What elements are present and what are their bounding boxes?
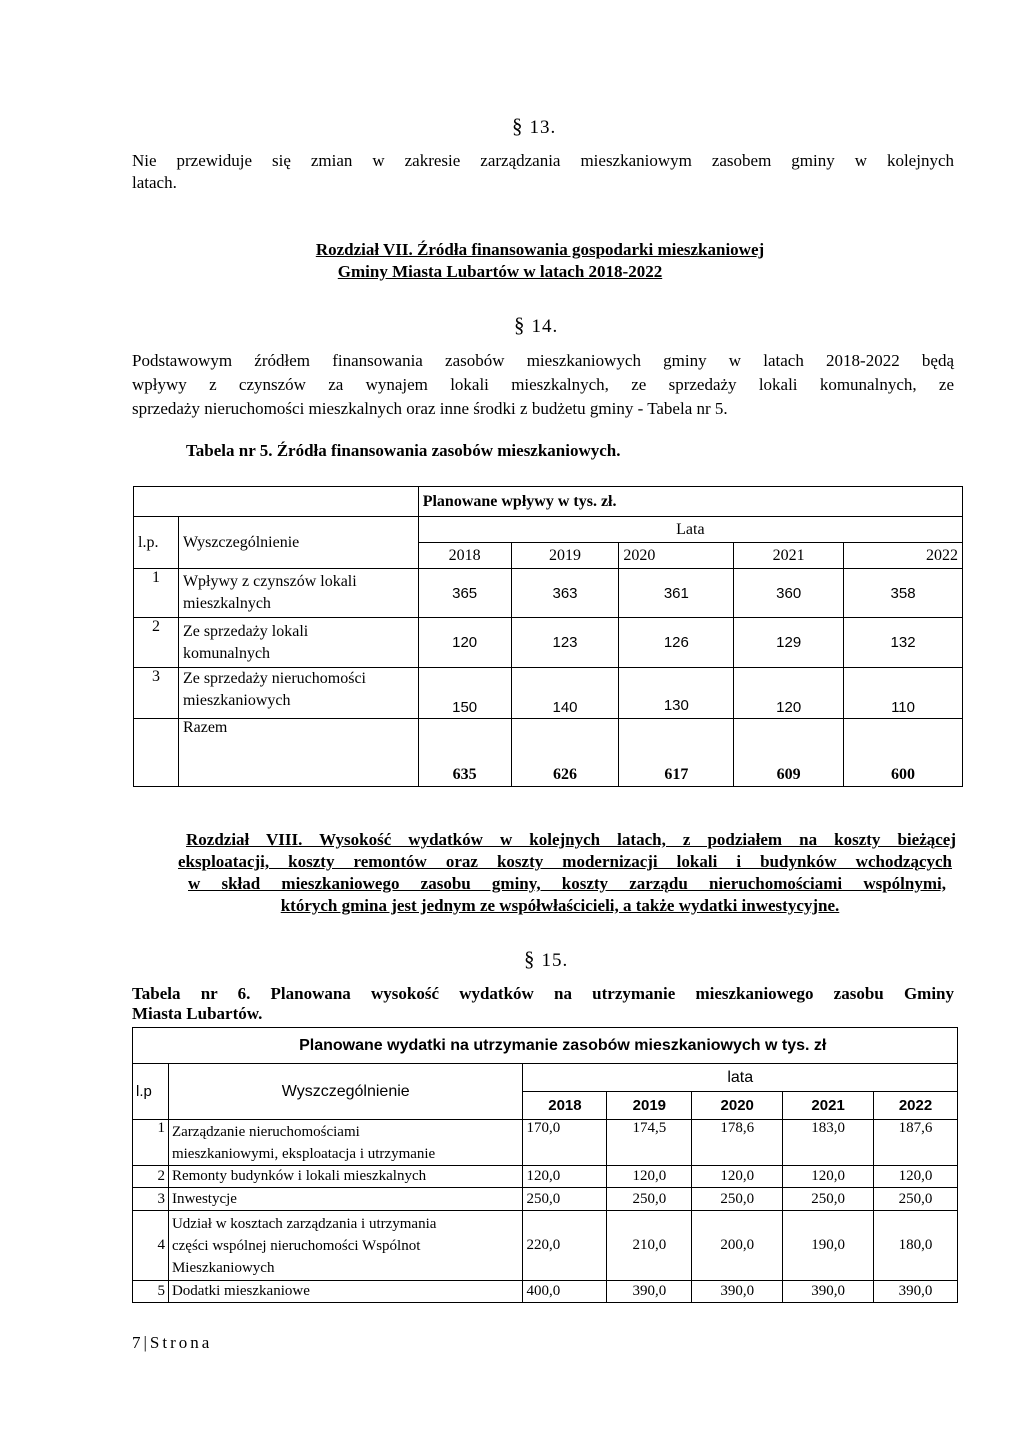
table-6-year: 2021	[783, 1092, 874, 1120]
chapter-8-title-line2: eksploatacji, koszty remontów oraz koszty modernizacji lokali i budynków wchodzących	[178, 852, 952, 871]
table-6-header-row	[133, 1028, 958, 1064]
section-sign: §	[514, 313, 526, 337]
table-row: 2 Remonty budynków i lokali mieszkalnych 120,0 120,0 120,0 120,0 120,0	[133, 1166, 958, 1188]
table-6-year: 2022	[874, 1092, 958, 1120]
table-5-total-label: Razem	[178, 719, 418, 787]
section-13-heading	[512, 114, 556, 139]
table-5-header-row	[134, 487, 963, 517]
table-6-desc-header: Wyszczególnienie	[168, 1064, 523, 1120]
table-6-caption-line2: Miasta Lubartów.	[132, 1004, 263, 1023]
section-14-text-line2: wpływy z czynszów za wynajem lokali mieszkalnych, ze sprzedaży lokali komunalnych, ze	[132, 375, 954, 394]
section-number: 15.	[541, 950, 569, 971]
table-row: 3 Inwestycje 250,0 250,0 250,0 250,0 250,0	[133, 1188, 958, 1211]
section-14-heading	[514, 313, 558, 338]
section-13-text-line1: Nie przewiduje się zmian w zakresie zarządzania mieszkaniowym zasobem gminy w kolejnych	[132, 151, 954, 170]
page-number: 7	[132, 1333, 144, 1352]
table-5-desc-header: Wyszczególnienie	[178, 517, 418, 569]
table-row: 3 Ze sprzedaży nieruchomości mieszkaniowych 150 140 130 120 110	[134, 668, 963, 719]
table-row: 2 Ze sprzedaży lokali komunalnych 120 123 126 129 132	[134, 618, 963, 668]
table-6-years-label: lata	[523, 1064, 958, 1092]
footer-separator: |	[143, 1333, 150, 1352]
table-6-lp-header: l.p	[133, 1064, 169, 1120]
table-5-year: 2022	[844, 543, 963, 569]
section-14-text-line1: Podstawowym źródłem finansowania zasobów mieszkaniowych gminy w latach 2018-2022 będą	[132, 351, 954, 370]
table-5-total-row: Razem 635 626 617 609 600	[134, 719, 963, 787]
table-5-years-label: Lata	[418, 517, 962, 543]
section-sign: §	[512, 114, 524, 138]
chapter-7-title-line2: Gminy Miasta Lubartów w latach 2018-2022	[337, 262, 663, 281]
footer-label: Strona	[149, 1333, 213, 1352]
table-6	[132, 1027, 958, 1303]
section-15-heading	[524, 947, 568, 972]
table-5-year: 2020	[619, 543, 734, 569]
table-6-year: 2020	[692, 1092, 783, 1120]
chapter-8-title-line3: w skład mieszkaniowego zasobu gminy, koszty zarządu nieruchomościami wspólnymi,	[188, 874, 946, 893]
chapter-8-title-line4: których gmina jest jednym ze współwłaścicieli, a także wydatki inwestycyjne.	[280, 896, 840, 915]
section-13-text-line2: latach.	[132, 173, 177, 192]
table-5-lp-header: l.p.	[134, 517, 179, 569]
table-5	[133, 486, 963, 787]
chapter-7-title-line1: Rozdział VII. Źródła finansowania gospodarki mieszkaniowej	[315, 240, 765, 259]
chapter-8-title-line1: Rozdział VIII. Wysokość wydatków w kolejnych latach, z podziałem na koszty bieżącej	[186, 830, 956, 849]
table-5-caption: Tabela nr 5. Źródła finansowania zasobów mieszkaniowych.	[186, 441, 621, 460]
table-5-year: 2018	[418, 543, 511, 569]
table-row: 1 Zarządzanie nieruchomościami mieszkaniowymi, eksploatacja i utrzymanie 170,0 174,5 178,6 183,0 187,6	[133, 1120, 958, 1166]
section-number: 14.	[531, 316, 559, 337]
section-number: 13.	[529, 117, 557, 138]
table-row: 4 Udział w kosztach zarządzania i utrzymania części wspólnej nieruchomości Wspólnot Mieszkaniowych 220,0 210,0 200,0 190,0 180,0	[133, 1211, 958, 1281]
table-6-main-header: Planowane wydatki na utrzymanie zasobów mieszkaniowych w tys. zł	[168, 1028, 957, 1064]
table-5-year: 2021	[734, 543, 844, 569]
table-row: 5 Dodatki mieszkaniowe 400,0 390,0 390,0 390,0 390,0	[133, 1281, 958, 1303]
table-5-main-header: Planowane wpływy w tys. zł.	[418, 487, 962, 517]
table-6-year: 2019	[607, 1092, 692, 1120]
section-14-text-line3: sprzedaży nieruchomości mieszkalnych oraz inne środki z budżetu gminy - Tabela nr 5.	[132, 399, 728, 418]
page-footer	[132, 1333, 212, 1353]
table-6-caption-line1: Tabela nr 6. Planowana wysokość wydatków na utrzymanie mieszkaniowego zasobu Gminy	[132, 984, 954, 1003]
section-sign: §	[524, 947, 536, 971]
table-row: 1 Wpływy z czynszów lokali mieszkalnych 365 363 361 360 358	[134, 569, 963, 618]
table-6-year: 2018	[523, 1092, 607, 1120]
table-5-year: 2019	[511, 543, 619, 569]
